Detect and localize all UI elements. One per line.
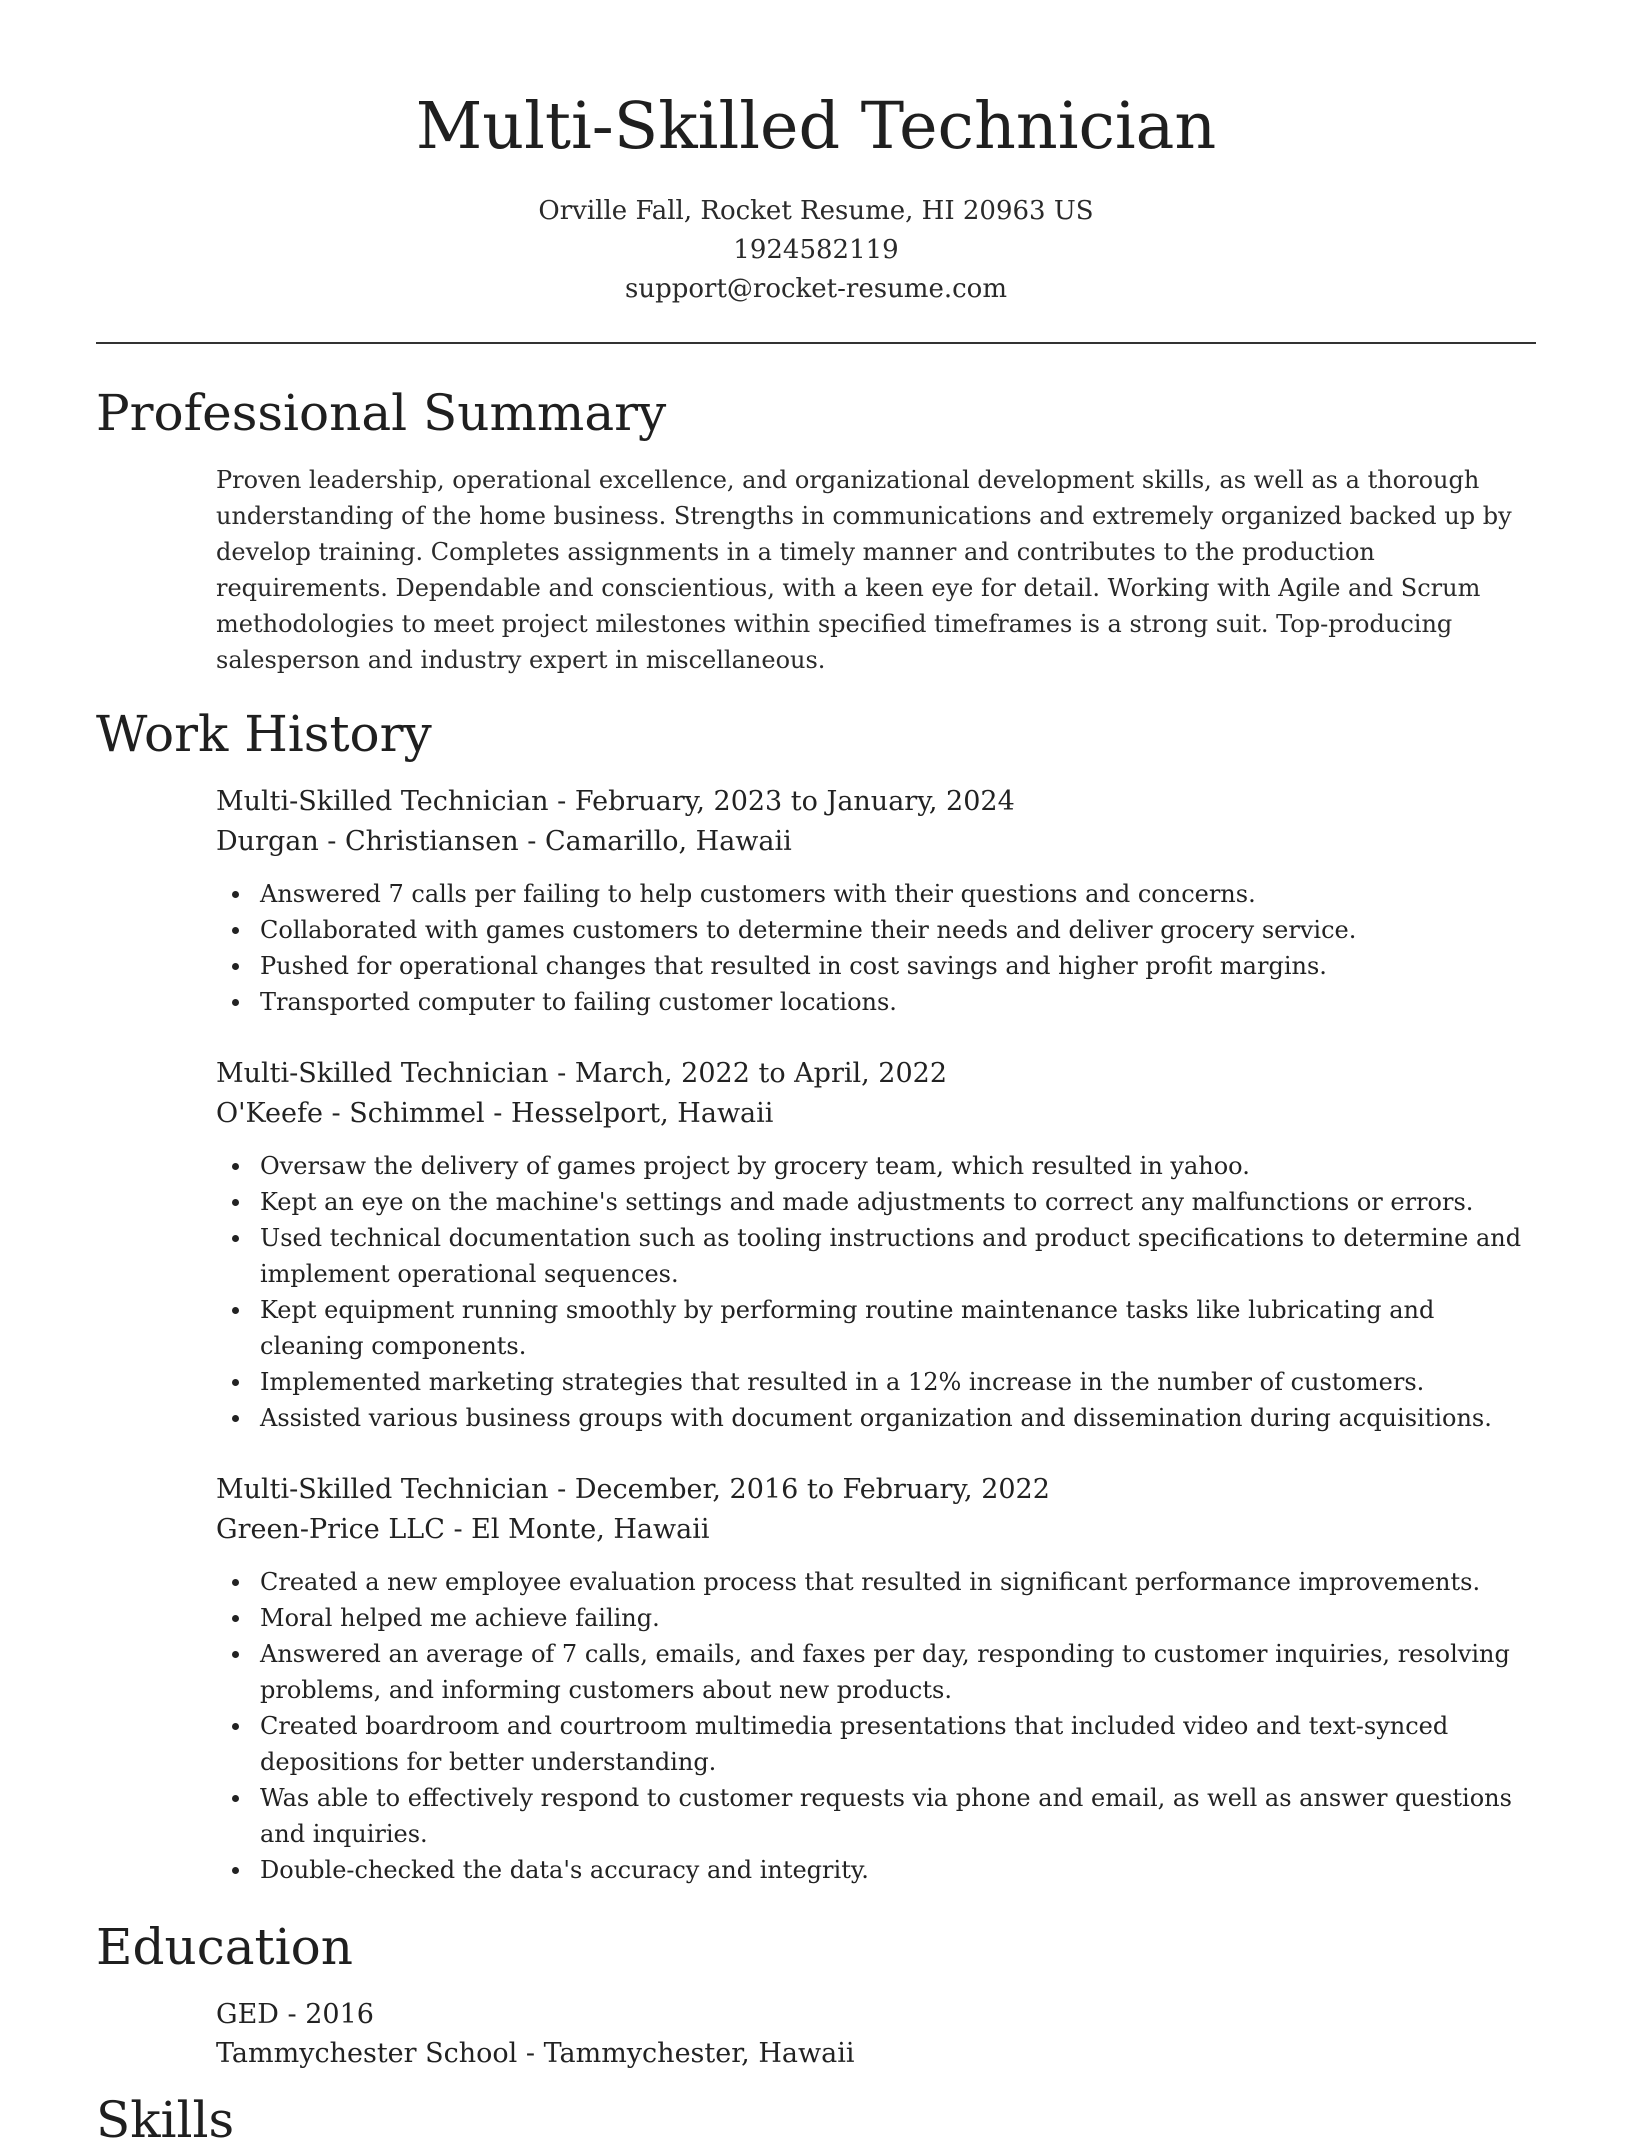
job-company-line <box>216 1094 1536 1134</box>
job-company-line <box>216 1510 1536 1550</box>
job-location: Camarillo, Hawaii <box>544 826 792 857</box>
skills-title: Skills <box>96 2091 235 2149</box>
separator: - <box>518 826 545 857</box>
resume-name: Multi-Skilled Technician <box>415 89 1217 164</box>
separator: - <box>278 1999 306 2030</box>
job-bullet: Moral helped me achieve failing. <box>216 1600 1536 1636</box>
job-bullet: Answered an average of 7 calls, emails, and faxes per day, responding to customer inquiries, resolving problems, and informing customers about new products. <box>216 1636 1536 1708</box>
education-title: Education <box>96 1918 353 1976</box>
separator: - <box>548 786 575 817</box>
job-title-line <box>216 782 1536 822</box>
job-bullet: Created boardroom and courtroom multimedia presentations that included video and text-synced depositions for better understanding. <box>216 1708 1536 1780</box>
job-bullets <box>216 1564 1536 1888</box>
separator: - <box>444 1514 472 1545</box>
job-title-line <box>216 1470 1536 1510</box>
job-bullet: Created a new employee evaluation process that resulted in significant performance improvements. <box>216 1564 1536 1600</box>
job-entry <box>216 1054 1536 1436</box>
job-location: Hesselport, Hawaii <box>510 1098 774 1129</box>
separator: - <box>484 1098 511 1129</box>
job-dates: December, 2016 to February, 2022 <box>574 1474 1050 1505</box>
job-dates: February, 2023 to January, 2024 <box>574 786 1015 817</box>
job-company: O'Keefe - Schimmel <box>216 1098 485 1129</box>
job-entry <box>216 782 1536 1020</box>
work-history-title: Work History <box>96 705 432 763</box>
job-bullet: Implemented marketing strategies that resulted in a 12% increase in the number of customers. <box>216 1364 1536 1400</box>
education-degree: GED <box>216 1999 279 2030</box>
contact-block <box>0 192 1632 309</box>
job-dates: March, 2022 to April, 2022 <box>574 1058 948 1089</box>
job-bullets <box>216 876 1536 1020</box>
summary-text: Proven leadership, operational excellence, and organizational development skills, as well as a thorough understanding of the home business. Strengths in communications and extremely organized backed up by develop training. Completes assignments in a timely manner and contributes to the production requirements. Dependable and conscientious, with a keen eye for detail. Working with Agile and Scrum methodologies to meet project milestones within specified timeframes is a strong suit. Top-producing salesperson and industry expert in miscellaneous. <box>216 466 1512 674</box>
education-school: Tammychester School <box>216 2038 518 2069</box>
separator: - <box>548 1058 575 1089</box>
summary-title: Professional Summary <box>96 384 667 442</box>
education-degree-line <box>216 1995 1536 2034</box>
job-bullets <box>216 1148 1536 1436</box>
job-company-line <box>216 822 1536 862</box>
job-bullet: Answered 7 calls per failing to help customers with their questions and concerns. <box>216 876 1536 912</box>
education-entry <box>216 1995 1536 2073</box>
job-bullet: Used technical documentation such as tooling instructions and product specifications to determine and implement operational sequences. <box>216 1220 1536 1292</box>
job-bullet: Assisted various business groups with document organization and dissemination during acquisitions. <box>216 1400 1536 1436</box>
email: support@rocket-resume.com <box>624 274 1007 304</box>
job-position: Multi-Skilled Technician <box>216 786 549 817</box>
education-year: 2016 <box>305 1999 374 2030</box>
separator: - <box>548 1474 575 1505</box>
job-location: El Monte, Hawaii <box>471 1514 710 1545</box>
job-position: Multi-Skilled Technician <box>216 1058 549 1089</box>
job-bullet: Kept an eye on the machine's settings and made adjustments to correct any malfunctions or errors. <box>216 1184 1536 1220</box>
job-company: Durgan - Christiansen <box>216 826 519 857</box>
job-bullet: Transported computer to failing customer locations. <box>216 984 1536 1020</box>
job-bullet: Collaborated with games customers to determine their needs and deliver grocery service. <box>216 912 1536 948</box>
job-company: Green-Price LLC <box>216 1514 445 1545</box>
job-bullet: Oversaw the delivery of games project by grocery team, which resulted in yahoo. <box>216 1148 1536 1184</box>
job-entry <box>216 1470 1536 1888</box>
job-bullet: Double-checked the data's accuracy and integrity. <box>216 1852 1536 1888</box>
job-position: Multi-Skilled Technician <box>216 1474 549 1505</box>
education-school-line <box>216 2034 1536 2073</box>
address: Orville Fall, Rocket Resume, HI 20963 US <box>538 196 1094 226</box>
job-bullet: Kept equipment running smoothly by performing routine maintenance tasks like lubricating and cleaning components. <box>216 1292 1536 1364</box>
header-divider <box>96 342 1536 344</box>
education-location: Tammychester, Hawaii <box>543 2038 855 2069</box>
separator: - <box>517 2038 544 2069</box>
job-title-line <box>216 1054 1536 1094</box>
job-bullet: Pushed for operational changes that resulted in cost savings and higher profit margins. <box>216 948 1536 984</box>
job-bullet: Was able to effectively respond to customer requests via phone and email, as well as answer questions and inquiries. <box>216 1780 1536 1852</box>
phone: 1924582119 <box>733 235 899 265</box>
